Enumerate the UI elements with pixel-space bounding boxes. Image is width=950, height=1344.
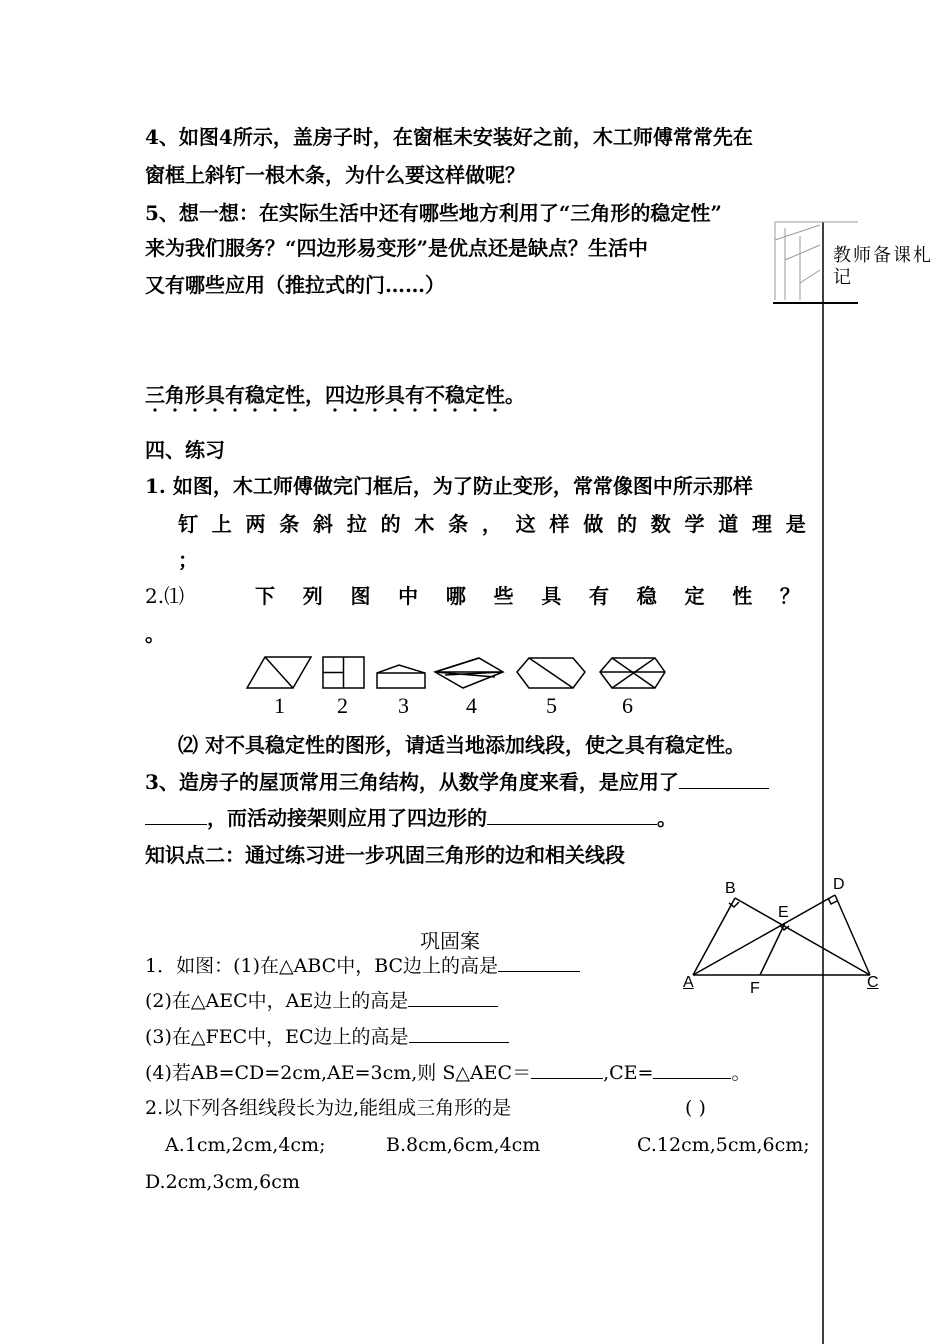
practice-q3-part2: ，而活动接架则应用了四边形的 [207, 806, 487, 830]
emphasis-dot [353, 408, 356, 411]
spread-char: ？ [779, 584, 800, 608]
spread-char: 拉 [346, 512, 367, 536]
answer-blank[interactable] [408, 988, 498, 1007]
emphasis-dots [145, 405, 565, 415]
spread-char: 上 [211, 512, 232, 536]
emphasis-dot [233, 408, 236, 411]
label-A: A [683, 974, 694, 991]
cons-q1-text4c: 。 [731, 1062, 751, 1084]
practice-q1-line2 [178, 512, 806, 536]
shapes-figure [245, 655, 675, 695]
practice-q2-line2: 。 [145, 622, 165, 646]
shape-number-6: 6 [622, 693, 633, 718]
spread-char: ， [481, 512, 502, 536]
cons-q1-line4 [145, 1060, 750, 1085]
spread-char: 性 [732, 584, 753, 608]
practice-q3-part1: 3、造房子的屋顶常用三角结构，从数学角度来看，是应用了 [145, 770, 679, 794]
practice-q2-sub2: ⑵ 对不具稳定性的图形，请适当地添加线段，使之具有稳定性。 [178, 733, 745, 757]
answer-blank[interactable] [487, 806, 657, 825]
spread-char: 哪 [445, 584, 466, 608]
spread-char: 的 [616, 512, 637, 536]
cons-q2-optB[interactable]: B.8cm,6cm,4cm [386, 1134, 541, 1156]
spread-char: 下 [255, 584, 275, 608]
spread-char: 道 [718, 512, 739, 536]
answer-blank[interactable] [145, 806, 207, 825]
conclusion: 三角形具有稳定性，四边形具有不稳定性。 [145, 383, 525, 407]
emphasis-dot [253, 408, 256, 411]
spread-char: 斜 [313, 512, 334, 536]
sidebar-label-2: 记 [833, 267, 851, 288]
q4-line1: 4、如图4所示，盖房子时，在窗框未安装好之前，木工师傅常常先在 [145, 125, 753, 149]
spread-char: 稳 [636, 584, 657, 608]
q5-line3: 又有哪些应用（推拉式的门……） [145, 273, 445, 297]
spread-char: 学 [684, 512, 705, 536]
practice-q3-line2 [145, 806, 677, 830]
emphasis-dot [273, 408, 276, 411]
emphasis-dot [473, 408, 476, 411]
cons-q1-line3 [145, 1024, 509, 1049]
spread-char: 条 [448, 512, 469, 536]
practice-q3-part3: 。 [657, 806, 677, 830]
cons-q2-paren: ( ) [685, 1097, 706, 1119]
spread-char: 两 [245, 512, 266, 536]
label-F: F [750, 980, 760, 997]
cons-q1-text1: 1．如图：(1)在△ABC中，BC边上的高是 [145, 955, 499, 977]
cons-q1-line1 [145, 953, 580, 978]
spread-char: 些 [493, 584, 514, 608]
answer-blank[interactable] [653, 1060, 731, 1079]
shape-number-2: 2 [337, 693, 348, 718]
label-E: E [778, 904, 789, 921]
answer-blank[interactable] [679, 770, 769, 789]
emphasis-dot [453, 408, 456, 411]
emphasis-dot [393, 408, 396, 411]
spread-char: 做 [583, 512, 604, 536]
cons-q2-optA[interactable]: A.1cm,2cm,4cm; [165, 1134, 326, 1156]
emphasis-dot [173, 408, 176, 411]
practice-q2-prefix: 2.⑴ [145, 584, 185, 608]
answer-blank[interactable] [409, 1024, 509, 1043]
q5-line1: 5、想一想：在实际生活中还有哪些地方利用了“三角形的稳定性” [145, 201, 722, 225]
shape-number-4: 4 [466, 693, 477, 718]
cons-q1-text3: (3)在△FEC中，EC边上的高是 [145, 1026, 409, 1048]
cons-q1-line2 [145, 988, 498, 1013]
shape-number-3: 3 [398, 693, 409, 718]
emphasis-dot [413, 408, 416, 411]
practice-q1-line1: 1. 如图，木工师傅做完门框后，为了防止变形，常常像图中所示那样 [145, 474, 753, 498]
cons-q1-text4b: ,CE= [603, 1062, 654, 1084]
spread-char: 木 [414, 512, 435, 536]
sidebar-label: 教师备课札 [833, 245, 933, 266]
practice-q2-words [255, 584, 800, 608]
spread-char: 样 [549, 512, 570, 536]
label-B: B [725, 880, 736, 897]
spread-char: 有 [589, 584, 610, 608]
shape-3 [377, 665, 425, 688]
emphasis-dot [373, 408, 376, 411]
shape-number-5: 5 [546, 693, 557, 718]
emphasis-dot [213, 408, 216, 411]
cons-q1-text2: (2)在△AEC中，AE边上的高是 [145, 990, 409, 1012]
spread-char: 定 [684, 584, 705, 608]
cons-q1-text4a: (4)若AB=CD=2cm,AE=3cm,则 S△AEC＝ [145, 1062, 532, 1084]
answer-blank[interactable] [498, 953, 580, 972]
spread-char: 图 [350, 584, 371, 608]
spread-char: 的 [380, 512, 401, 536]
emphasis-dot [193, 408, 196, 411]
cons-q2-stem: 2.以下列各组线段长为边,能组成三角形的是 [145, 1097, 512, 1119]
spread-char: 条 [279, 512, 300, 536]
answer-blank[interactable] [531, 1060, 603, 1079]
emphasis-dot [493, 408, 496, 411]
spread-char: 数 [650, 512, 671, 536]
q5-line2: 来为我们服务？“四边形易变形”是优点还是缺点？生活中 [145, 236, 649, 260]
cons-q2-optC[interactable]: C.12cm,5cm,6cm; [637, 1134, 810, 1156]
knowledge-point: 知识点二：通过练习进一步巩固三角形的边和相关线段 [145, 843, 625, 867]
spread-char: 这 [515, 512, 536, 536]
label-C: C [867, 974, 879, 991]
spread-char: 理 [752, 512, 773, 536]
shape-number-1: 1 [274, 693, 285, 718]
emphasis-dot [333, 408, 336, 411]
cons-q2-optD[interactable]: D.2cm,3cm,6cm [145, 1171, 300, 1193]
spread-char: 钉 [178, 512, 198, 536]
consolidation-heading: 巩固案 [420, 929, 480, 953]
practice-q1-line3: ； [178, 548, 198, 572]
q4-line2: 窗框上斜钉一根木条，为什么要这样做呢？ [145, 163, 525, 187]
emphasis-dot [433, 408, 436, 411]
emphasis-dot [293, 408, 296, 411]
label-D: D [833, 876, 845, 893]
emphasis-dot [153, 408, 156, 411]
spread-char: 是 [785, 512, 806, 536]
spread-char: 具 [541, 584, 562, 608]
spread-char: 列 [302, 584, 323, 608]
spread-char: 中 [398, 584, 419, 608]
practice-q3-line1 [145, 770, 769, 794]
triangle-figure [685, 880, 885, 990]
practice-heading: 四、练习 [145, 438, 225, 462]
